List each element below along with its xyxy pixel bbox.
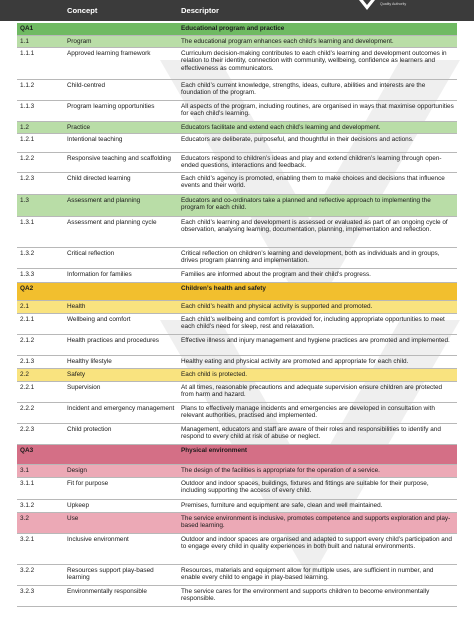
concept-cell: Approved learning framework	[67, 49, 151, 57]
code-cell: 2.2	[20, 370, 29, 378]
table-row	[17, 153, 457, 173]
table-row	[17, 122, 457, 134]
code-cell: 1.2.1	[20, 135, 35, 143]
table-row	[17, 369, 457, 382]
descriptor-cell: Premises, furniture and equipment are safe, clean and well maintained.	[181, 501, 383, 509]
code-cell: QA2	[20, 284, 34, 292]
table-row	[17, 534, 457, 565]
concept-cell: Incident and emergency management	[67, 404, 175, 412]
table-row	[17, 80, 457, 101]
code-cell: 2.1.2	[20, 336, 35, 344]
concept-cell: Child directed learning	[67, 174, 131, 182]
concept-cell: Child protection	[67, 425, 112, 433]
descriptor-cell: Plans to effectively manage incidents and emergencies are developed in consultation with relevant authorities, practised and implemented.	[181, 404, 435, 420]
table-row	[17, 403, 457, 424]
descriptor-cell: The design of the facilities is appropriate for the operation of a service.	[181, 466, 380, 474]
table-row	[17, 101, 457, 122]
table-row	[17, 269, 457, 283]
concept-cell: Program	[67, 37, 92, 45]
concept-cell	[63, 283, 181, 285]
code-cell: 2.2.3	[20, 425, 35, 433]
concept-cell: Practice	[67, 123, 91, 131]
descriptor-cell: The educational program enhances each child’s learning and development.	[181, 37, 394, 45]
code-cell: 1.2.3	[20, 174, 35, 182]
code-cell: 3.2.1	[20, 535, 35, 543]
code-cell: 1.2.2	[20, 154, 35, 162]
concept-cell: Information for families	[67, 270, 132, 278]
logo-text: Quality Authority	[380, 2, 407, 6]
concept-cell: Environmentally responsible	[67, 587, 147, 595]
concept-column-header: Concept	[67, 6, 98, 15]
table-row	[17, 335, 457, 356]
table-row	[17, 500, 457, 513]
descriptor-cell: At all times, reasonable precautions and adequate supervision ensure children are protected from harm and hazard.	[181, 383, 443, 399]
concept-cell: Health practices and procedures	[67, 336, 160, 344]
concept-cell: Healthy lifestyle	[67, 357, 112, 365]
descriptor-cell: Resources, materials and equipment allow for multiple uses, are sufficient in number, and enable every child to engage in play-based learning.	[181, 566, 434, 582]
table-header-bar	[0, 0, 474, 21]
code-cell: 1.1.2	[20, 81, 35, 89]
table-row	[17, 586, 457, 607]
descriptor-cell: Curriculum decision-making contributes to each child’s learning and development outcomes in relation to their identity, connection with community, wellbeing, confidence as learners and effectiveness as communicators.	[181, 49, 447, 72]
concept-cell: Upkeep	[67, 501, 90, 509]
descriptor-cell: Educators are deliberate, purposeful, and thoughtful in their decisions and actions.	[181, 135, 414, 143]
descriptor-cell: Each child’s health and physical activity is supported and promoted.	[181, 302, 373, 310]
code-cell: 2.2.2	[20, 404, 35, 412]
code-cell: 3.2.2	[20, 566, 35, 574]
code-cell: 1.3	[20, 196, 29, 204]
concept-cell: Safety	[67, 370, 86, 378]
descriptor-cell: Outdoor and indoor spaces, buildings, fixtures and fittings are suitable for their purpose, including supporting the access of every child.	[181, 479, 429, 495]
descriptor-cell: Healthy eating and physical activity are promoted and appropriate for each child.	[181, 357, 409, 365]
concept-cell: Use	[67, 514, 79, 522]
concept-cell: Program learning opportunities	[67, 102, 155, 110]
descriptor-column-header: Descriptor	[181, 6, 219, 15]
authority-logo-icon	[358, 0, 376, 12]
descriptor-cell: Outdoor and indoor spaces are organised and adapted to support every child’s participation and to engage every child in quality experiences in both built and natural environments.	[181, 535, 452, 551]
descriptor-cell: Each child’s current knowledge, strengths, ideas, culture, abilities and interests are the foundation of the program.	[181, 81, 426, 97]
table-row	[17, 173, 457, 195]
code-cell: 1.3.1	[20, 218, 35, 226]
descriptor-cell: Educators respond to children’s ideas and play and extend children’s learning through open-ended questions, interactions and feedback.	[181, 154, 442, 170]
descriptor-cell: Children’s health and safety	[181, 284, 266, 292]
code-cell: 2.2.1	[20, 383, 35, 391]
concept-cell: Intentional teaching	[67, 135, 123, 143]
descriptor-cell: Critical reflection on children’s learning and development, both as individuals and in groups, drives program planning and implementation.	[181, 249, 440, 265]
descriptor-cell: Educators facilitate and extend each child’s learning and development.	[181, 123, 381, 131]
code-cell: 3.2.3	[20, 587, 35, 595]
descriptor-cell: All aspects of the program, including routines, are organised in ways that maximise opportunities for each child’s learning.	[181, 102, 454, 118]
code-cell: QA1	[20, 24, 34, 32]
code-cell: 1.3.3	[20, 270, 35, 278]
quality-areas-table	[17, 23, 457, 607]
table-row	[17, 424, 457, 445]
table-row	[17, 356, 457, 369]
concept-cell: Assessment and planning cycle	[67, 218, 157, 226]
table-row	[17, 513, 457, 534]
quality-area-row	[17, 23, 457, 36]
concept-cell: Fit for purpose	[67, 479, 109, 487]
quality-area-row	[17, 283, 457, 301]
concept-cell: Resources support play-based learning	[67, 566, 154, 582]
table-row	[17, 36, 457, 48]
table-row	[17, 134, 457, 153]
table-row	[17, 217, 457, 248]
descriptor-cell: Each child’s wellbeing and comfort is provided for, including appropriate opportunities to meet each child’s need for sleep, rest and relaxation.	[181, 315, 445, 331]
descriptor-cell: Educational program and practice	[181, 24, 285, 32]
concept-cell	[63, 445, 181, 447]
concept-cell	[63, 23, 181, 25]
code-cell: 1.2	[20, 123, 29, 131]
concept-cell: Child-centred	[67, 81, 106, 89]
descriptor-cell: The service cares for the environment and supports children to become environmentally responsible.	[181, 587, 430, 603]
code-cell: 1.1	[20, 37, 29, 45]
table-row	[17, 248, 457, 269]
quality-area-row	[17, 445, 457, 465]
concept-cell: Supervision	[67, 383, 101, 391]
table-row	[17, 48, 457, 80]
table-row	[17, 314, 457, 335]
descriptor-cell: Each child is protected.	[181, 370, 248, 378]
code-cell: 2.1	[20, 302, 29, 310]
concept-cell: Wellbeing and comfort	[67, 315, 131, 323]
descriptor-cell: Effective illness and injury management and hygiene practices are promoted and implemented.	[181, 336, 450, 344]
code-cell: 1.3.2	[20, 249, 35, 257]
concept-cell: Design	[67, 466, 87, 474]
concept-cell: Critical reflection	[67, 249, 115, 257]
table-row	[17, 465, 457, 478]
concept-cell: Inclusive environment	[67, 535, 129, 543]
descriptor-cell: The service environment is inclusive, promotes competence and supports exploration and play-based learning.	[181, 514, 451, 530]
descriptor-cell: Management, educators and staff are aware of their roles and responsibilities to identify and respond to every child at risk of abuse or neglect.	[181, 425, 441, 441]
code-cell: 2.1.3	[20, 357, 35, 365]
descriptor-cell: Families are informed about the program and their child’s progress.	[181, 270, 371, 278]
table-row	[17, 195, 457, 217]
code-cell: 1.1.1	[20, 49, 35, 57]
code-cell: 2.1.1	[20, 315, 35, 323]
code-cell: 3.1.1	[20, 479, 35, 487]
descriptor-cell: Educators and co-ordinators take a planned and reflective approach to implementing the program for each child.	[181, 196, 431, 212]
table-row	[17, 478, 457, 500]
code-cell: 1.1.3	[20, 102, 35, 110]
code-cell: 3.1	[20, 466, 29, 474]
code-cell: QA3	[20, 446, 34, 454]
concept-cell: Assessment and planning	[67, 196, 141, 204]
table-row	[17, 382, 457, 403]
concept-cell: Responsive teaching and scaffolding	[67, 154, 171, 162]
descriptor-cell: Each child’s learning and development is assessed or evaluated as part of an ongoing cycle of observation, analysing learning, documentation, planning, implementation and reflection.	[181, 218, 448, 234]
code-cell: 3.2	[20, 514, 29, 522]
descriptor-cell: Physical environment	[181, 446, 248, 454]
table-row	[17, 301, 457, 314]
concept-cell: Health	[67, 302, 86, 310]
descriptor-cell: Each child’s agency is promoted, enabling them to make choices and decisions that influence events and their world.	[181, 174, 445, 190]
table-row	[17, 565, 457, 586]
code-cell: 3.1.2	[20, 501, 35, 509]
